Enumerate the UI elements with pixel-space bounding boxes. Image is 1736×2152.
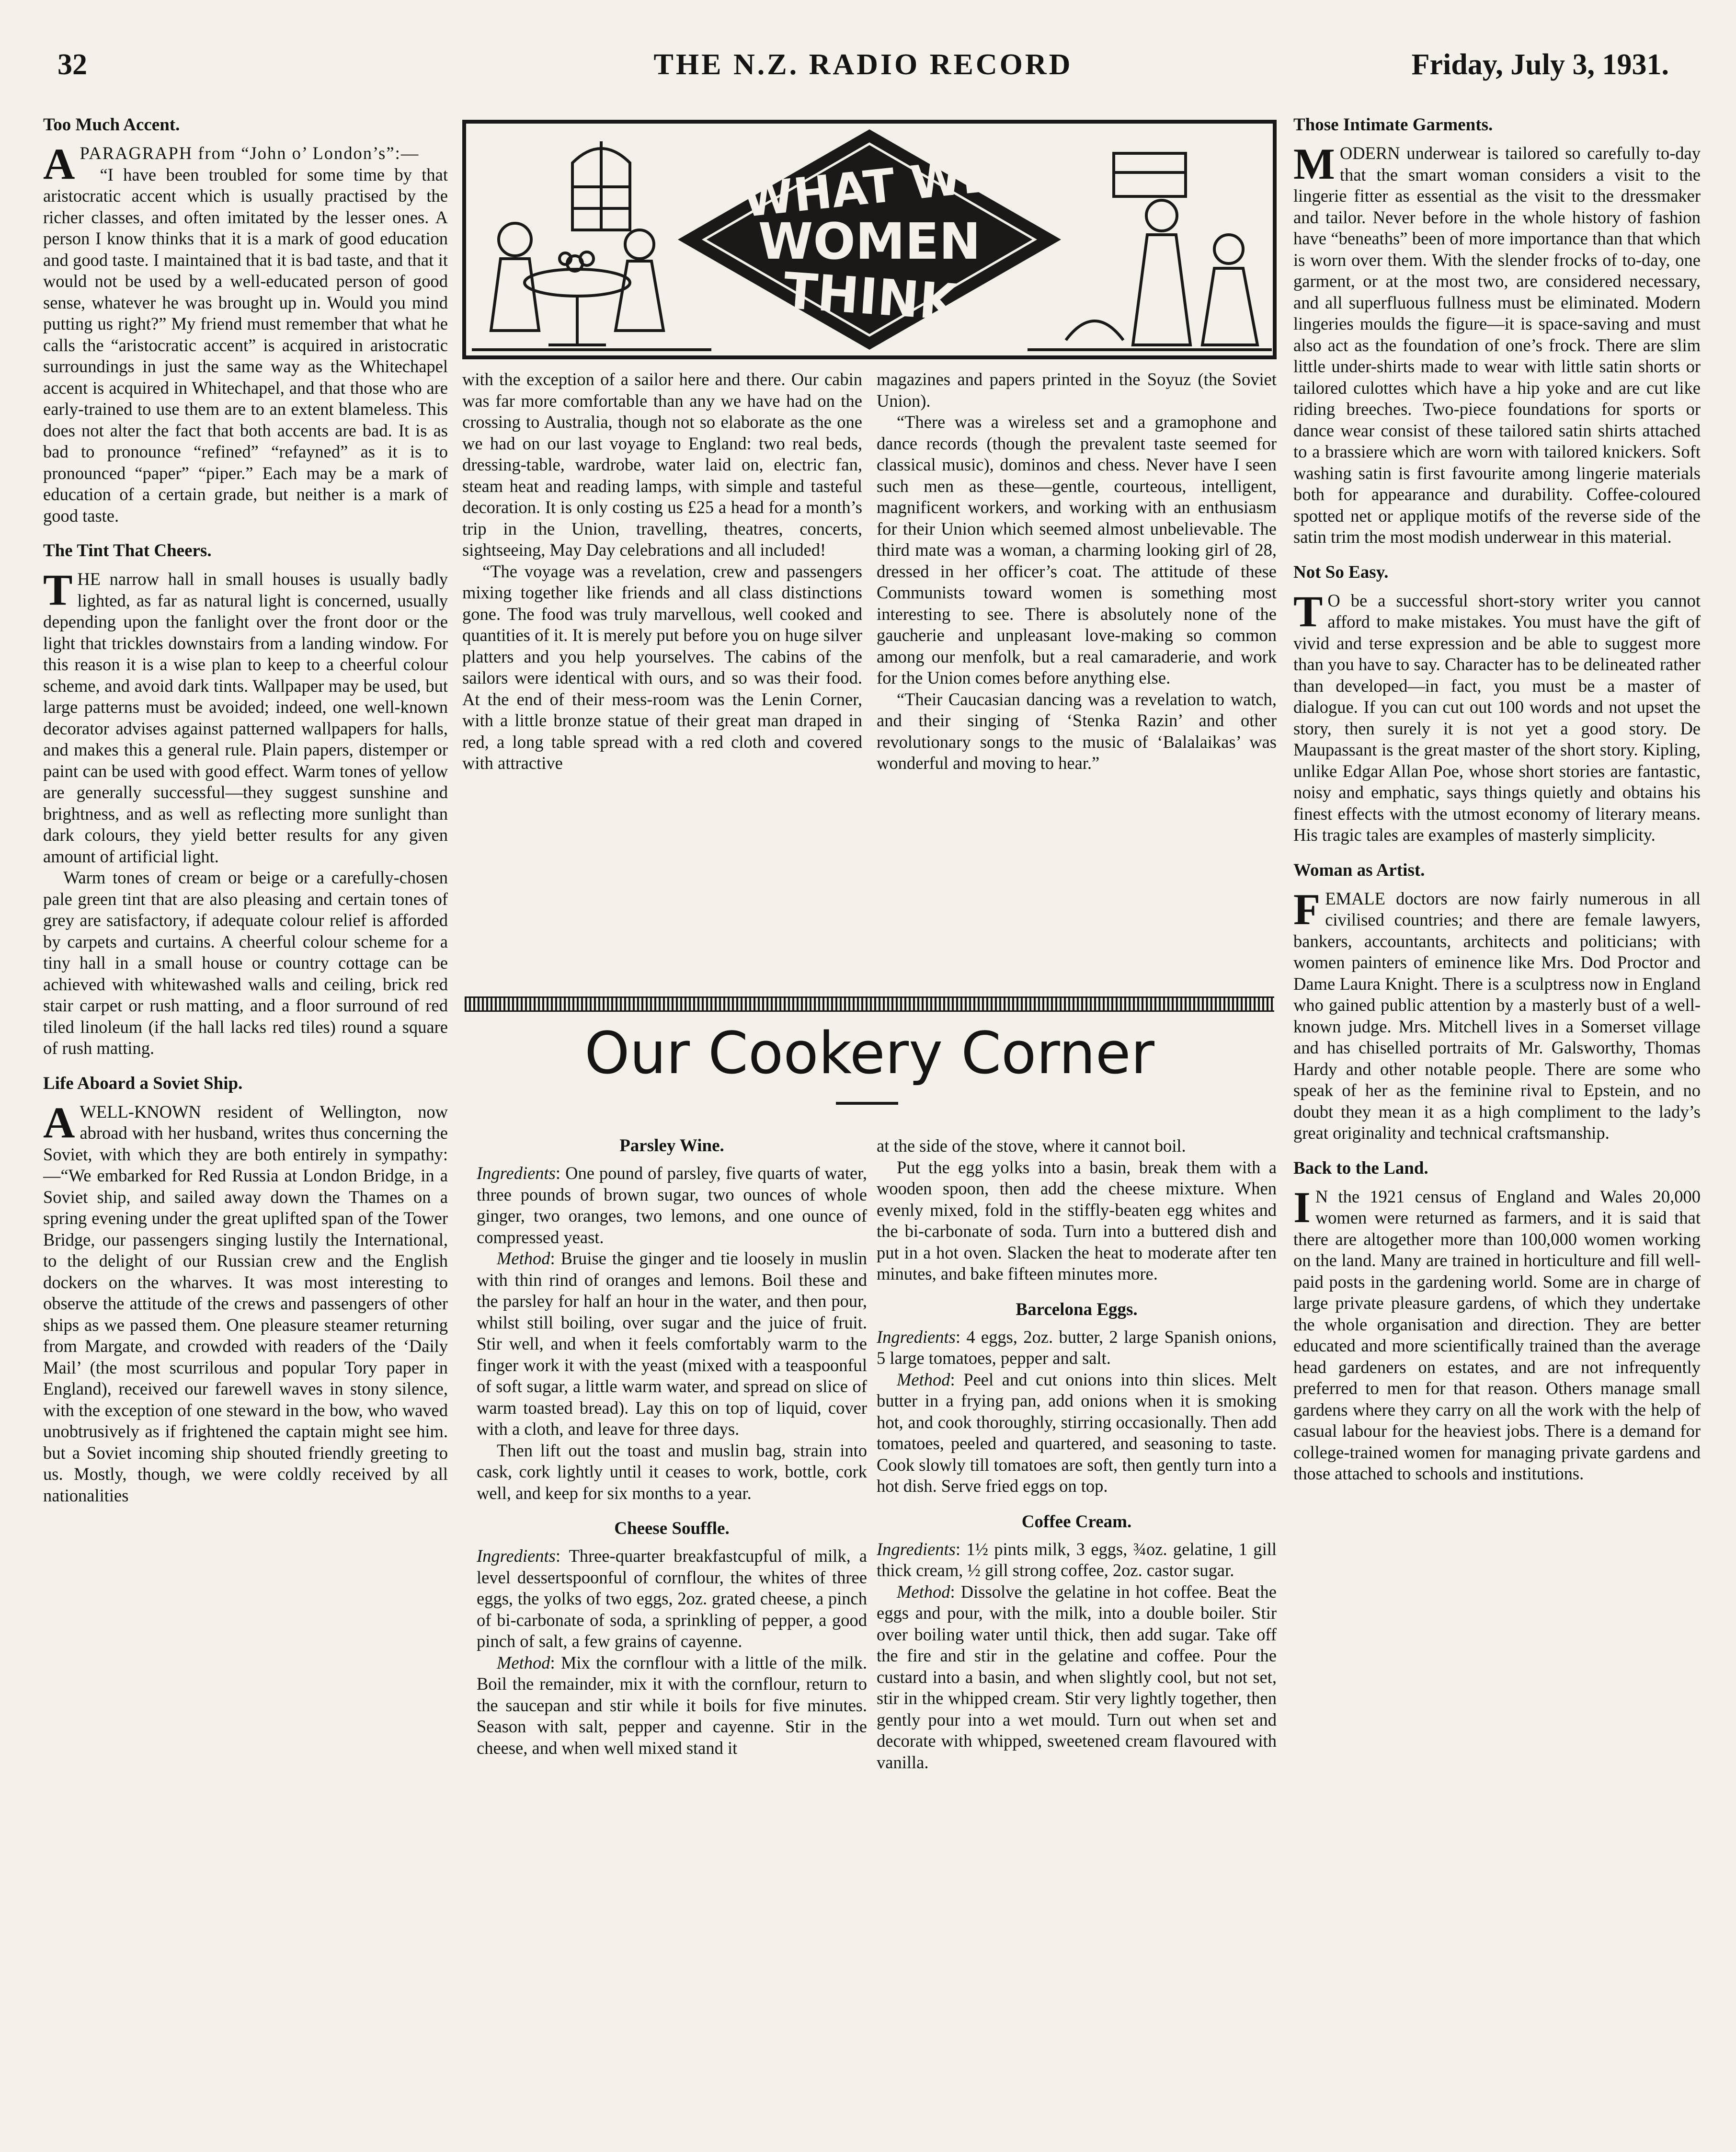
drop-cap: F [1293,884,1321,934]
recipe-method: Method: Dissolve the gelatine in hot coffee. Beat the eggs and pour, with the milk, into a double boiler. Stir over boiling water until thick, then add sugar. Take off the fire and stir in the gelatine and coffee. Pour the custard into a basin, and when slightly cool, but not set, stir in the whipped cream. Stir very lightly together, then gently pour into a wet mould. Turn out when set and decorate with whipped, sweetened cream flavoured with vanilla. [877,1581,1277,1772]
column-3-upper [877,369,1277,987]
drop-cap: A [43,1098,75,1147]
cookery-column-right [877,1135,1277,2098]
article-paragraph: I N the 1921 census of England and Wales 20,000 women were returned as farmers, and it is said that there are altogether more than 100,000 women working on the land. Many are trained in horticulture and fill well-paid posts in the gardening world. Some are in charge of large private pleasure gardens, of which they undertake the whole organisation and direction. They are better educated and more scientifically trained than the average head gardeners on estates, and are not infrequently preferred to men for that reason. Others manage small gardens where they carry on all the work with the help of casual labour for the heaviest jobs. There is a demand for college-trained women for managing private gardens and those attached to schools and institutions. [1293,1182,1701,1483]
ornamental-rule [465,996,1274,1012]
column-2-upper [462,369,862,987]
recipe-ingredients: Ingredients: Three-quarter breakfastcupful of milk, a level dessertspoonful of cornflour, the whites of three eggs, the yolks of two eggs, 2oz. grated cheese, a pinch of bi-carbonate of soda, a sprinkling of pepper, a good pinch of salt, a few grains of cayenne. [477,1546,867,1651]
section-heading: Too Much Accent. [43,115,180,135]
section-heading: Woman as Artist. [1293,860,1425,880]
cookery-title: Our Cookery Corner [584,1020,1154,1087]
article-paragraph: “I have been troubled for some time by that aristocratic accent which is usually practised by the richer classes, and often imitated by the lesser ones. A person I know thinks that it is a mark of good education and good taste. I maintained that it is bad taste, and that it would not be used by a well-educated person of good sense, whatever he was brought up in. Would you mind putting us right?” My friend must remember that what he calls the “aristocratic accent” is acquired in aristocratic surroundings in just the same way as the Whitechapel accent is acquired in Whitechapel, and that those who are early-trained to use them are to an extent blameless. This does not alter the fact that both accents are bad. It is as bad to pronounce “refined” “refayned” as it is to pronounced “paper” “piper.” Each may be a mark of education of a certain grade, but neither is a mark of good taste. [43,164,448,526]
recipe-title: Barcelona Eggs. [1016,1299,1138,1319]
banner-line-2: WOMEN [758,212,981,271]
publication-title: THE N.Z. RADIO RECORD [653,48,1073,81]
issue-date: Friday, July 3, 1931. [1411,48,1669,81]
masthead [29,48,1698,86]
drop-cap: I [1293,1182,1311,1232]
article-paragraph: APARAGRAPH from “John o’ London’s”:— [43,139,420,188]
section-heading: Those Intimate Garments. [1293,115,1493,135]
recipe-method: Method: Bruise the ginger and tie loosely in muslin with thin rind of oranges and lemons. Boil these and the parsley for half an hour in the water, and then pour, whilst still boiling, over sugar and the juice of fruit. Stir well, and when it feels comfortably warm to the finger work it with the yeast (mixed with a teaspoonful of soft sugar, a little warm water, and spread on slice of warm toasted bread). Lay this on top of liquid, cover with a cloth, and leave for three days. [477,1248,867,1439]
recipe-method: Then lift out the toast and muslin bag, strain into cask, cork lightly until it ceases to work, bottle, cork well, and keep for six months to a year. [477,1440,867,1503]
recipe-method: at the side of the stove, where it cannot boil. [877,1136,1186,1156]
cookery-column-left [477,1135,867,2098]
recipe-method: Method: Mix the cornflour with a little of the milk. Boil the remainder, mix it with the cornflour, return to the saucepan and stir while it boils for five minutes. Season with salt, pepper and cayenne. Stir in the cheese, and when well mixed stand it [477,1652,867,1758]
article-paragraph: MODERN underwear is tailored so carefully to-day that the smart woman considers a visit to the lingerie fitter as essential as the visit to the dressmaker and tailor. Never before in the whole history of fashion have “beneaths” been of more importance than that which is worn over them. With the slender frocks of to-day, one garment, or at the most two, are considered necessary, and all superfluous fullness must be eliminated. Modern lingeries moulds the figure—it is space-saving and must also act as the foundation of one’s frock. There are slim little under-shirts made to wear with little satin shorts or tailored culottes which have a hip yoke and are cut like riding breeches. Two-piece foundations for sports or dance wear consist of these tailored satin shirts attached to a brassiere which are worn with tailored knickers. Soft washing satin is first favourite among lingerie materials both for appearance and durability. Coffee-coloured spotted net or applique motifs of the reverse side of the satin trim the most modish underwear in this material. [1293,139,1701,547]
page-number: 32 [57,48,87,81]
article-paragraph: Warm tones of cream or beige or a carefully-chosen pale green tint that are also pleasing and certain tones of grey are satisfactory, if adequate colour relief is afforded by carpets and curtains. A cheerful colour scheme for a tiny hall in a small house or country cottage can be achieved with whitewashed walls and ceiling, brick red stair carpet or rush matting, and a floor surround of red tiled linoleum (if the hall lacks red tiles) round a square of rush matting. [43,868,448,1058]
article-paragraph: with the exception of a sailor here and there. Our cabin was far more comfortable than any we have had on the crossing to Australia, though not so elaborate as the one we had on our last voyage to England: two real beds, dressing-table, wardrobe, water laid on, electric fan, steam heat and reading lamps, with simple and tasteful decoration. It is only costing us £25 a head for a month’s trip in the Union, travelling, theatres, concerts, sightseeing, May Day celebrations and all included! [462,369,862,560]
section-heading: Back to the Land. [1293,1158,1428,1178]
drop-cap: T [1293,586,1323,636]
drop-cap: M [1293,139,1335,188]
article-paragraph: “The voyage was a revelation, crew and passengers mixing together like friends and all class distinctions gone. The food was truly marvellous, well cooked and quantities of it. It is merely put before you on huge silver platters and you help yourselves. The cabins of the sailors were identical with ours, and so was their food. At the end of their mess-room was the Lenin Corner, with a little bronze statue of their great man draped in red, a long table spread with a red cloth and covered with attractive [462,561,862,773]
banner-line-1: WHAT WE [740,148,995,228]
article-paragraph: THE narrow hall in small houses is usually badly lighted, as far as natural light is concerned, usually depending upon the fanlight over the front door or the light that trickles downstairs from a landing window. For this reason it is a wise plan to keep to a cheerful colour scheme, and avoid dark tints. Wallpaper may be used, but large patterns must be avoided; indeed, one well-known decorator advises against patterned wallpapers for halls, and makes this a general rule. Plain papers, distemper or paint can be used with good effect. Warm tones of yellow are generally successful—they suggest sunshine and brightness, and as well as reflecting more sunlight than dark colours, they yield better results for any given amount of artificial light. [43,565,448,866]
banner-line-3: THINK [781,261,960,332]
section-heading: The Tint That Cheers. [43,541,212,561]
what-we-women-think-banner [462,120,1277,359]
article-paragraph: magazines and papers printed in the Soyuz (the Soviet Union). [877,369,1277,411]
article-paragraph: “There was a wireless set and a gramophone and dance records (though the prevalent taste seemed for classical music), dominos and chess. Never have I seen such men as these—gentle, courteous, intelligent, magnificent workers, and working with an enthusiasm for their Union which seemed almost unbelievable. The third mate was a woman, a charming looking girl of 28, dressed in her officer’s coat. The attitude of these Communists toward women is something most interesting to see. There is absolutely none of the gaucherie and unpleasant love-making so common among our menfolk, but a real camaraderie, and work for the Union comes before anything else. [877,412,1277,687]
article-paragraph: T O be a successful short-story writer you cannot afford to make mistakes. You must have the gift of vivid and terse expression and be able to suggest more than you have to say. Character has to be delineated rather than developed—in fact, you must be a master of dialogue. If you can cut out 100 words and not upset the story, then surely it is not yet a good story. De Maupassant is the great master of the short story. Kipling, unlike Edgar Allan Poe, whose short stories are fantastic, noisy and emphatic, says things quietly and obtains his finest effects with the utmost economy of literary means. His tragic tales are examples of masterly simplicity. [1293,586,1701,845]
article-paragraph: AWELL-KNOWN resident of Wellington, now abroad with her husband, writes thus concerning the Soviet, with which they are both entirely in sympathy:—“We embarked for Red Russia at London Bridge, in a Soviet ship, and sailed away down the Thames on a spring evening under the great uplifted span of the Tower Bridge, our passengers singing lustily the International, to the delight of our Russian crew and the English dockers on the wharves. It was most interesting to observe the attitude of the crews and passengers of other ships as we passed them. One pleasure steamer returning from Margate, and crowded with readers of the ‘Daily Mail’ (the most scurrilous and popular Tory paper in England), received our farewell waves in stony silence, with the exception of one steward in the bow, who waved unobtrusively as if frightened the captain might see him. but a Soviet incoming ship shouted friendly greeting to us. Mostly, though, we were coldly received by all nationalities [43,1098,448,1505]
title-underline [836,1102,898,1105]
recipe-title: Parsley Wine. [619,1136,724,1156]
column-4 [1293,115,1701,2098]
drop-cap: T [43,565,73,614]
recipe-method: Method: Peel and cut onions into thin slices. Melt butter in a frying pan, add onions when it is smoking hot, and cook thoroughly, stirring occasionally. Then add tomatoes, peeled and quartered, and seasoning to taste. Cook slowly till tomatoes are soft, then gently turn into a hot dish. Serve fried eggs on top. [877,1369,1277,1496]
drop-cap: A [43,139,75,188]
recipe-title: Cheese Souffle. [614,1519,730,1538]
recipe-ingredients: Ingredients: One pound of parsley, five quarts of water, three pounds of brown sugar, two ounces of whole ginger, two oranges, two lemons, and one ounce of compressed yeast. [477,1163,867,1247]
recipe-method: Put the egg yolks into a basin, break them with a wooden spoon, then add the cheese mixture. When evenly mixed, fold in the stiffly-beaten egg whites and the bi-carbonate of soda. Turn into a buttered dish and put in a hot oven. Slacken the heat to moderate after ten minutes, and bake fifteen minutes more. [877,1157,1277,1283]
recipe-ingredients: Ingredients: 4 eggs, 2oz. butter, 2 large Spanish onions, 5 large tomatoes, pepper and salt. [877,1327,1277,1368]
article-paragraph: FEMALE doctors are now fairly numerous in all civilised countries; and there are female lawyers, bankers, accountants, architects and politicians; with women painters of eminence like Mrs. Dod Proctor and Dame Laura Knight. There is a sculptress now in England who gained public attention by a masterly bust of a well-known judge. Mrs. Mitchell lives in a Somerset village and has chiselled portraits of Mr. Galsworthy, Thomas Hardy and other notable people. There are some who speak of her as the feminine rival to Epstein, and no doubt they mean it as a high compliment to the lady’s great originality and technical craftsmanship. [1293,884,1701,1143]
section-heading: Life Aboard a Soviet Ship. [43,1073,243,1093]
recipe-title: Coffee Cream. [1021,1511,1132,1532]
section-heading: Not So Easy. [1293,562,1389,582]
article-paragraph: “Their Caucasian dancing was a revelation to watch, and their singing of ‘Stenka Razin’ and other revolutionary songs to the music of ‘Balalaikas’ was wonderful and moving to hear.” [877,689,1277,773]
column-1 [43,115,448,2098]
recipe-ingredients: Ingredients: 1½ pints milk, 3 eggs, ¾oz. gelatine, 1 gill thick cream, ½ gill strong coffee, 2oz. castor sugar. [877,1539,1277,1580]
